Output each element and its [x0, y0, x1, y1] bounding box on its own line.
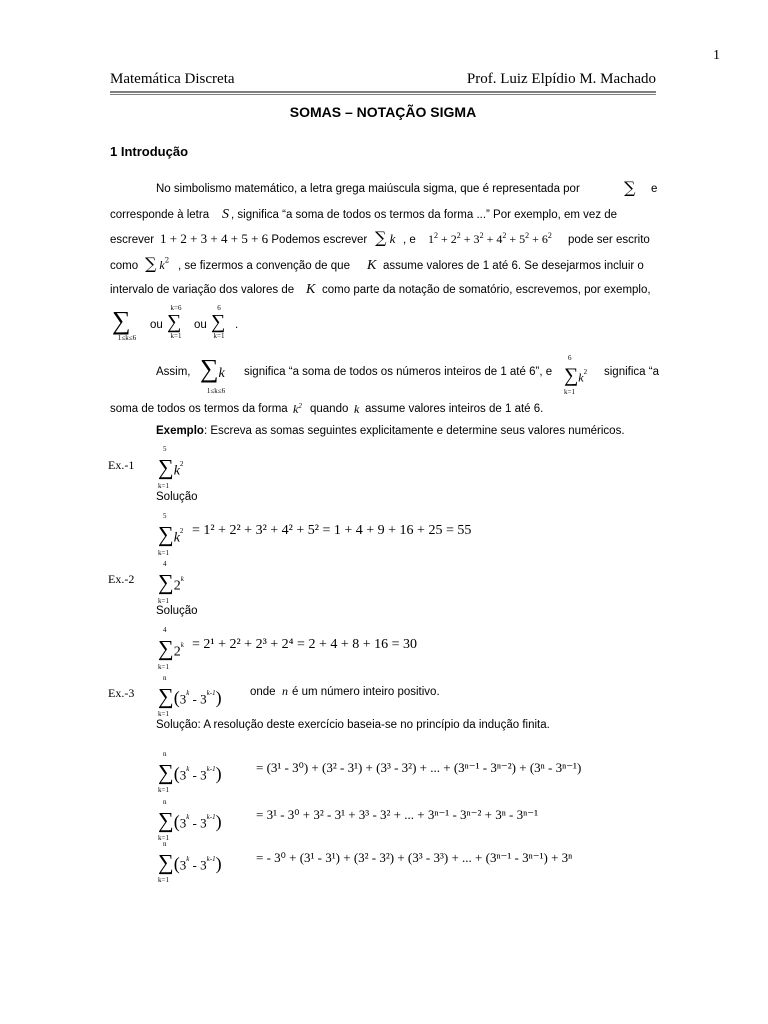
para2-a: Assim, [156, 366, 191, 378]
ex3-line1: = (3¹ - 3⁰) + (3² - 3¹) + (3³ - 3²) + ... + (3ⁿ⁻¹ - 3ⁿ⁻²) + (3ⁿ - 3ⁿ⁻¹) [256, 760, 582, 775]
var-k: K [367, 258, 377, 273]
period: . [235, 319, 239, 331]
sigma-k2-range: 6 $\sum k^2$ k=1 [564, 354, 588, 396]
ex2-label: Ex.-2 [108, 572, 135, 586]
ex1-result: = 1² + 2² + 3² + 4² + 5² = 1 + 4 + 9 + 16 + 25 = 55 [192, 523, 472, 538]
para1-line5b: como parte da notação de somatório, escrevemos, por exemplo, [322, 284, 651, 296]
para1-line3a: escrever [110, 234, 155, 246]
para2-f: assume valores inteiros de 1 até 6. [365, 403, 544, 415]
ex3-n: n [282, 684, 288, 698]
ex2-sum: 4 ∑2$^k$ k=1 [158, 560, 184, 606]
ex3-onde: onde [250, 686, 276, 698]
ex2-sum-2: 4 ∑2$^k$ k=1 [158, 626, 184, 672]
var-k-2: K [306, 282, 316, 297]
ex3-sum: n ∑(3$^k$ - 3$^{k-1}$) k=1 [158, 674, 222, 719]
para1-line4b: , se fizermos a convenção de que [178, 260, 350, 272]
sigma-symbol: ∑ [624, 178, 636, 197]
ex1-label: Ex.-1 [108, 458, 135, 472]
expr-sum-1-6: 1 + 2 + 3 + 4 + 5 + 6 [160, 231, 269, 246]
para1-line1: No simbolismo matemático, a letra grega maiúscula sigma, que é representada por [156, 183, 580, 195]
para1-line4a: como [110, 260, 139, 272]
para1-line3c: , e [403, 234, 416, 246]
ex2-solution-label: Solução [156, 605, 198, 617]
example-heading [156, 425, 625, 437]
para1-line2b: , significa “a soma de todos os termos da forma ...” Por exemplo, em vez de [231, 209, 618, 221]
header-course: Matemática Discreta [110, 71, 235, 87]
para2-d: soma de todos os termos da forma [110, 403, 288, 415]
ex3-line2: = 3¹ - 3⁰ + 3² - 3¹ + 3³ - 3² + ... + 3ⁿ⁻¹ - 3ⁿ⁻² + 3ⁿ - 3ⁿ⁻¹ [256, 807, 538, 822]
ex2-result: = 2¹ + 2² + 2³ + 2⁴ = 2 + 4 + 8 + 16 = 30 [192, 637, 418, 652]
letter-s: S [222, 207, 229, 222]
k-squared: $k^2$ [293, 402, 302, 416]
k-var: k [354, 402, 360, 416]
example-text: : Escreva as somas seguintes explicitamente e determine seus valores numéricos. [203, 425, 625, 437]
para1-line3d: pode ser escrito [568, 234, 650, 246]
sigma-range-2: k=6 ∑ k=1 [167, 304, 182, 340]
ex3-line3: = - 3⁰ + (3¹ - 3¹) + (3² - 3²) + (3³ - 3³) + ... + (3ⁿ⁻¹ - 3ⁿ⁻¹) + 3ⁿ [256, 850, 573, 865]
sigma-range-1: ∑ 1≤k≤6 [112, 306, 137, 342]
ex1-solution-label: Solução [156, 491, 198, 503]
sigma-range-3: 6 ∑ k=1 [211, 304, 226, 340]
ex3-sum-line2: n ∑(3$^k$ - 3$^{k-1}$) k=1 [158, 798, 222, 843]
sigma-k: ∑ k [375, 228, 396, 247]
para2-b: significa “a soma de todos os números inteiros de 1 até 6”, e [244, 366, 553, 378]
page-title: SOMAS – NOTAÇÃO SIGMA [289, 104, 477, 120]
section-heading: 1 Introdução [110, 144, 189, 159]
example-bold: Exemplo [156, 425, 204, 437]
ex1-sum: 5 $\sum k^2$ k=1 [158, 445, 184, 491]
sigma-k-range: ∑k 1≤k≤6 [200, 354, 226, 395]
page-header [110, 71, 656, 88]
expr-squares: $1^2 + 2^2 + 3^2 + 4^2 + 5^2 + 6^2$ [428, 231, 552, 246]
para1-line5a: intervalo de variação dos valores de [110, 284, 295, 296]
para1-line4c: assume valores de 1 até 6. Se desejarmos incluir o [383, 260, 644, 272]
ex3-solution: Solução: A resolução deste exercício baseia-se no princípio da indução finita. [156, 719, 550, 731]
para2-c: significa “a [604, 366, 659, 378]
para1-line1-end: e [651, 183, 658, 195]
ex1-sum-2: 5 $\sum k^2$ k=1 [158, 512, 184, 558]
or-2: ou [194, 319, 207, 331]
page-number: 1 [713, 48, 720, 63]
ex3-onde-rest: é um número inteiro positivo. [292, 686, 440, 698]
ex3-label: Ex.-3 [108, 686, 135, 700]
para1-line3b: . Podemos escrever [265, 234, 368, 246]
sigma-k2: ∑ $k^2$ [145, 254, 170, 273]
para2-e: quando [310, 403, 349, 415]
para1-line2a: corresponde à letra [110, 209, 210, 221]
or-1: ou [150, 319, 163, 331]
header-rule [110, 91, 656, 95]
ex3-sum-line3: n ∑(3$^k$ - 3$^{k-1}$) k=1 [158, 840, 222, 885]
header-author: Prof. Luiz Elpídio M. Machado [466, 71, 656, 87]
ex3-sum-line1: n ∑(3$^k$ - 3$^{k-1}$) k=1 [158, 750, 222, 795]
